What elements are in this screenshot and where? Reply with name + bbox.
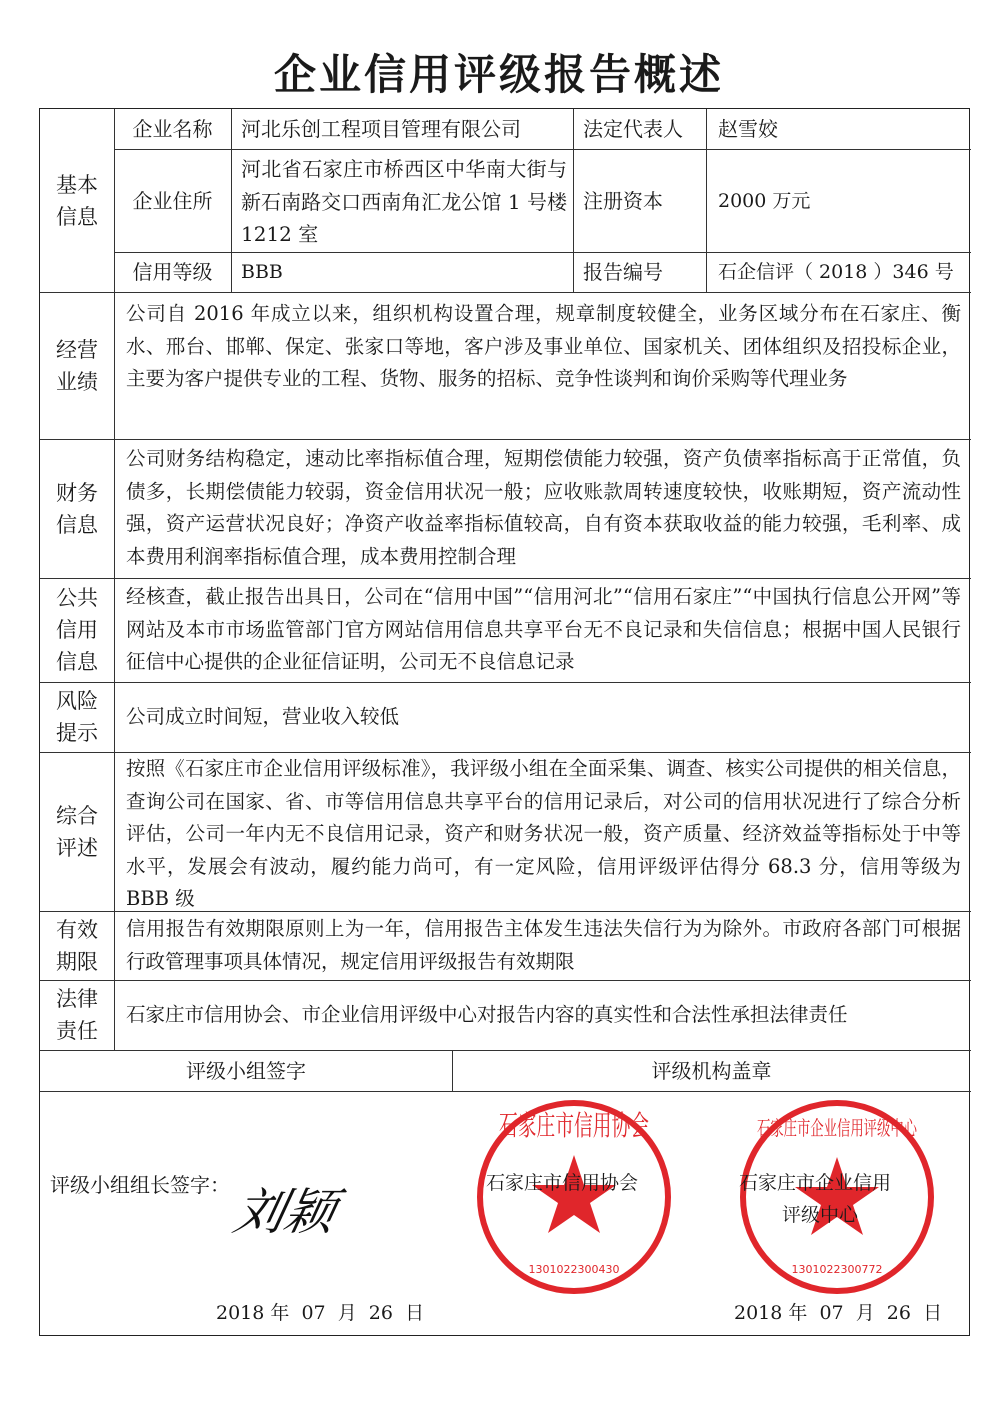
summary-text: 按照《石家庄市企业信用评级标准》，我评级小组在全面采集、调查、核实公司提供的相关信息，查询公司在国家、省、市等信用信息共享平台的信用记录后，对公司的信用状况进行了综合分析评估，公司一年内无不良信用记录，资产和财务状况一般，资产质量、经济效益等指标处于中等水平，发展会有波动，履约能力尚可，有一定风险，信用评级评估得分 68.3 分，信用等级为 BBB 级 xyxy=(126,757,961,910)
capital-label: 注册资本 xyxy=(583,188,663,213)
risk-text: 公司成立时间短，营业收入较低 xyxy=(126,705,400,728)
section-validity: 有效 期限 xyxy=(56,917,98,974)
group-signature-header: 评级小组签字 xyxy=(186,1058,306,1083)
leader-signature-label: 评级小组组长签字： xyxy=(50,1173,230,1197)
handwritten-signature: 刘颖 xyxy=(228,1183,342,1241)
section-summary: 综合 评述 xyxy=(56,803,98,860)
company-name-value: 河北乐创工程项目管理有限公司 xyxy=(241,117,521,141)
stamp1-name: 石家庄市信用协会 xyxy=(499,1109,649,1142)
org-seal-header: 评级机构盖章 xyxy=(651,1058,772,1083)
report-table xyxy=(39,108,970,1336)
rating-label: 信用等级 xyxy=(132,260,213,284)
address-label: 企业住所 xyxy=(132,188,213,213)
legal-text: 石家庄市信用协会、市企业信用评级中心对报告内容的真实性和合法性承担法律责任 xyxy=(126,1003,848,1026)
legal-rep-label: 法定代表人 xyxy=(583,117,683,141)
report-no-value: 石企信评（ 2018 ）346 号 xyxy=(718,261,954,283)
section-risk: 风险 提示 xyxy=(56,689,98,745)
right-date: 2018 年 07 月 26 日 xyxy=(734,1302,943,1324)
company-name-label: 企业名称 xyxy=(132,117,213,141)
page-title: 企业信用评级报告概述 xyxy=(273,50,724,99)
left-date: 2018 年 07 月 26 日 xyxy=(216,1302,425,1324)
address-value: 河北省石家庄市桥西区中华南大街与新石南路交口西南角汇龙公馆 1 号楼 1212 室 xyxy=(241,157,567,246)
org2-name-line1: 石家庄市企业信用 xyxy=(739,1172,892,1194)
org1-name: 石家庄市信用协会 xyxy=(486,1172,639,1194)
legal-rep-value: 赵雪姣 xyxy=(718,117,778,141)
section-legal: 法律 责任 xyxy=(56,987,98,1043)
section-finance: 财务 信息 xyxy=(56,480,98,537)
stamp2-name: 石家庄市企业信用评级中心 xyxy=(757,1116,918,1140)
section-basic-info: 基本 信息 xyxy=(56,172,98,229)
section-business: 经营 业绩 xyxy=(56,337,98,394)
finance-text: 公司财务结构稳定，速动比率指标值合理，短期偿债能力较强，资产负债率指标高于正常值，负债多，长期偿债能力较弱，资金信用状况一般；应收账款周转速度较快，收账期短，资产流动性强，资产运营状况良好；净资产收益率指标值较高，自有资本获取收益的能力较强，毛利率、成本费用利润率指标值合理，成本费用控制合理 xyxy=(126,447,961,568)
stamp2-code: 1301022300772 xyxy=(791,1263,883,1276)
org2-name-line2: 评级中心 xyxy=(782,1204,859,1226)
business-text: 公司自 2016 年成立以来，组织机构设置合理，规章制度较健全，业务区域分布在石家庄、衡水、邢台、邯郸、保定、张家口等地，客户涉及事业单位、国家机关、团体组织及招投标企业，主要为客户提供专业的工程、货物、服务的招标、竞争性谈判和询价采购等代理业务 xyxy=(126,302,961,390)
report-no-label: 报告编号 xyxy=(583,260,663,284)
capital-value: 2000 万元 xyxy=(718,189,811,212)
rating-value: BBB xyxy=(241,261,283,283)
validity-text: 信用报告有效期限原则上为一年，信用报告主体发生违法失信行为为除外。市政府各部门可根据行政管理事项具体情况，规定信用评级报告有效期限 xyxy=(126,917,961,973)
section-public-credit: 公共 信用 信息 xyxy=(56,586,98,674)
public-credit-text: 经核查，截止报告出具日，公司在“信用中国”“信用河北”“信用石家庄”“中国执行信息公开网”等网站及本市市场监管部门官方网站信用信息共享平台无不良记录和失信信息；根据中国人民银行征信中心提供的企业征信证明，公司无不良信息记录 xyxy=(126,585,961,673)
stamp1-code: 1301022300430 xyxy=(528,1263,620,1276)
